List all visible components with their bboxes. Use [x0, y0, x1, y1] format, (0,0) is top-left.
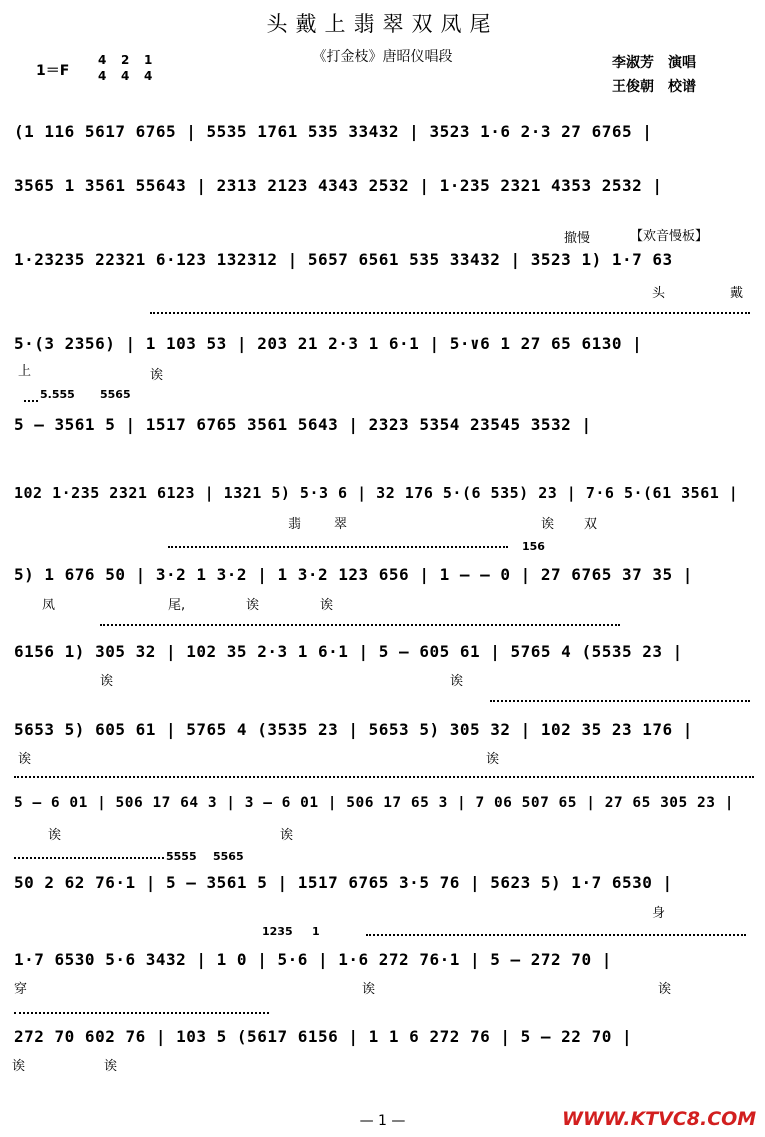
lyric: 戴 [730, 286, 744, 301]
score-line-13: 272 70 602 76 | 103 5 (5617 6156 | 1 1 6 272 76 | 5 – 22 70 | [14, 1027, 633, 1046]
time-signature-bottom: 4 [98, 69, 107, 83]
time-signature-bottom: 4 [144, 69, 153, 83]
lyric: 诶 [320, 598, 334, 613]
lyric: 诶 [280, 828, 294, 843]
time-signature-top: 1 [144, 53, 153, 67]
lyric: 诶 [150, 368, 164, 383]
score-line-12: 1·7 6530 5·6 3432 | 1 0 | 5·6 | 1·6 272 76·1 | 5 – 272 70 | [14, 950, 612, 969]
score-line-10: 5 – 6 01 | 506 17 64 3 | 3 – 6 01 | 506 17 65 3 | 7 06 507 65 | 27 65 305 23 | [14, 795, 734, 811]
time-signature-4-4 [98, 52, 106, 84]
lyric: 诶 [246, 598, 260, 613]
lyric: 上 [18, 364, 32, 379]
small-note: 156 [522, 540, 545, 553]
score-line-11: 50 2 62 76·1 | 5 – 3561 5 | 1517 6765 3·5 76 | 5623 5) 1·7 6530 | [14, 873, 673, 892]
time-signature-2-4 [121, 52, 129, 84]
phrase-dotted-line [24, 400, 38, 402]
lyric: 诶 [450, 674, 464, 689]
time-signature-bottom: 4 [121, 69, 130, 83]
lyric: 诶 [362, 982, 376, 997]
time-signature-top: 2 [121, 53, 130, 67]
lyric: 诶 [541, 517, 555, 532]
lyric: 诶 [18, 752, 32, 767]
singer-credit: 李淑芳 演唱 [612, 55, 696, 71]
score-line-1: (1 116 5617 6765 | 5535 1761 535 33432 | 3523 1·6 2·3 27 6765 | [14, 122, 653, 141]
score-subtitle: 《打金枝》唐昭仪唱段 [312, 49, 453, 65]
page-number: — 1 — [359, 1113, 406, 1129]
lyric: 翡 [288, 517, 302, 532]
phrase-dotted-line [490, 700, 750, 702]
lyric: 身 [652, 906, 666, 921]
score-line-2: 3565 1 3561 55643 | 2313 2123 4343 2532 | 1·235 2321 4353 2532 | [14, 176, 663, 195]
lyric: 凤 [42, 598, 56, 613]
phrase-dotted-line [100, 624, 620, 626]
transcriber-credit: 王俊朝 校谱 [612, 79, 696, 95]
phrase-dotted-line [168, 546, 508, 548]
small-note: 1 [312, 925, 320, 938]
score-line-7: 5) 1 676 50 | 3·2 1 3·2 | 1 3·2 123 656 | 1 – – 0 | 27 6765 37 35 | [14, 565, 693, 584]
lyric: 诶 [48, 828, 62, 843]
score-line-5: 5 – 3561 5 | 1517 6765 3561 5643 | 2323 5354 23545 3532 | [14, 415, 592, 434]
lyric: 诶 [104, 1059, 118, 1074]
lyric: 穿 [14, 982, 28, 997]
lyric: 诶 [658, 982, 672, 997]
lyric: 双 [584, 517, 598, 532]
score-title: 头戴上翡翠双凤尾 [266, 12, 499, 36]
phrase-dotted-line [14, 857, 164, 859]
small-note: 5565 [213, 850, 244, 863]
score-line-6: 102 1·235 2321 6123 | 1321 5) 5·3 6 | 32 176 5·(6 535) 23 | 7·6 5·(61 3561 | [14, 484, 739, 502]
lyric: 尾, [168, 598, 186, 613]
score-line-3: 1·23235 22321 6·123 132312 | 5657 6561 535 33432 | 3523 1) 1·7 63 [14, 250, 673, 269]
score-line-8: 6156 1) 305 32 | 102 35 2·3 1 6·1 | 5 – 605 61 | 5765 4 (5535 23 | [14, 642, 683, 661]
lyric: 诶 [486, 752, 500, 767]
small-note: 1235 [262, 925, 293, 938]
small-note: 5555 [166, 850, 197, 863]
score-line-4: 5·(3 2356) | 1 103 53 | 203 21 2·3 1 6·1 | 5·∨6 1 27 65 6130 | [14, 334, 643, 353]
lyric: 诶 [100, 674, 114, 689]
small-note: 5.555 [40, 388, 75, 401]
phrase-dotted-line [366, 934, 746, 936]
lyric: 头 [652, 286, 666, 301]
small-note: 5565 [100, 388, 131, 401]
tempo-marking-section: 【欢音慢板】 [630, 229, 709, 244]
lyric: 诶 [12, 1059, 26, 1074]
time-signature-1-4 [144, 52, 152, 84]
time-signature-top: 4 [98, 53, 107, 67]
key-signature: 1＝F [36, 63, 70, 79]
score-line-9: 5653 5) 605 61 | 5765 4 (3535 23 | 5653 5) 305 32 | 102 35 23 176 | [14, 720, 693, 739]
lyric: 翠 [334, 517, 348, 532]
tempo-marking-ritardando: 撤慢 [564, 231, 591, 246]
phrase-dotted-line [14, 1012, 269, 1014]
phrase-dotted-line [14, 776, 754, 778]
phrase-dotted-line [150, 312, 750, 314]
site-watermark: WWW.KTVC8.COM [562, 1108, 757, 1130]
